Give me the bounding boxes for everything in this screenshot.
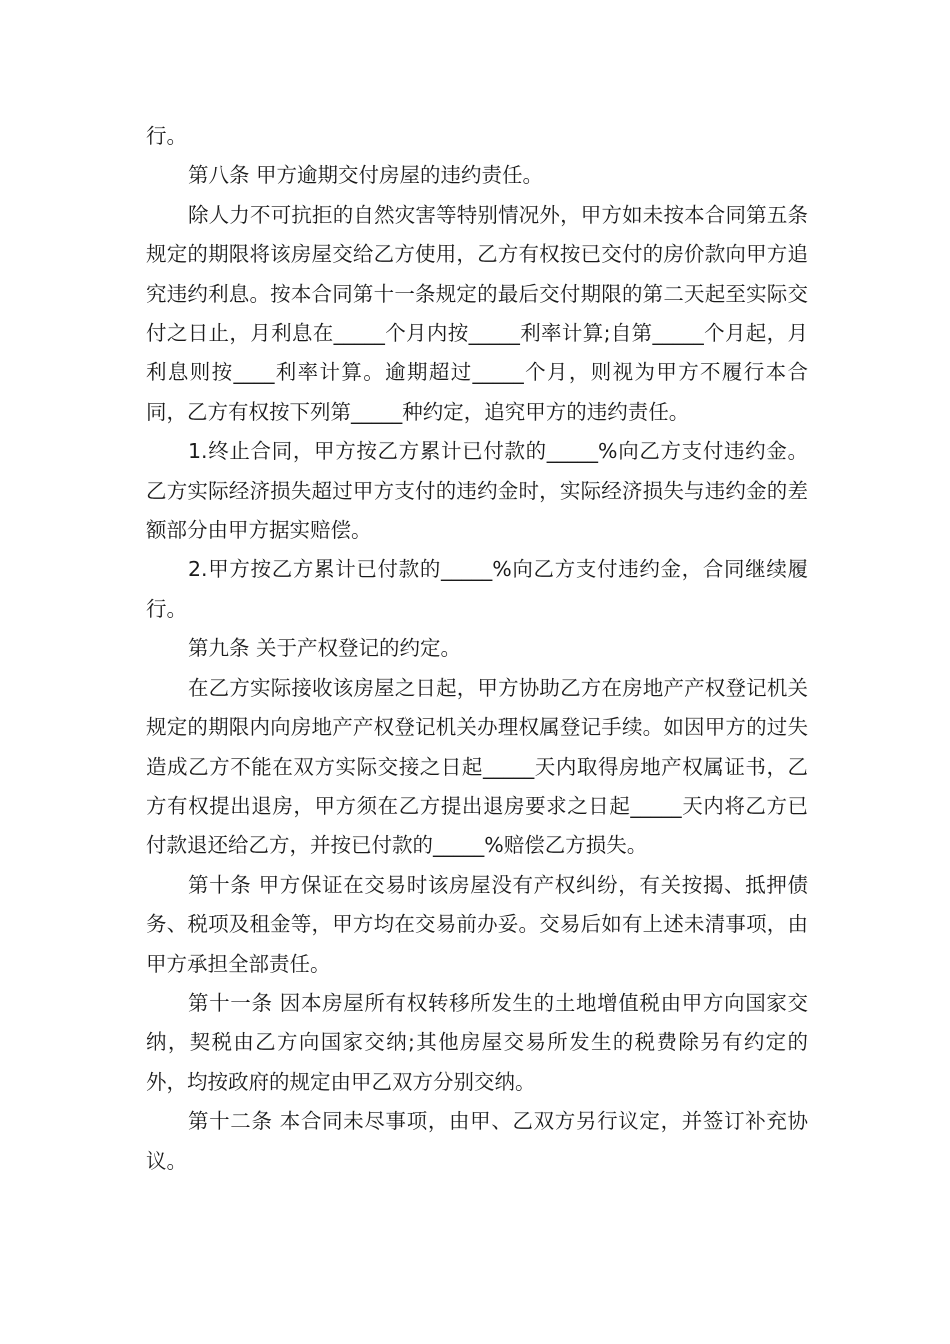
- article-12: 第十二条 本合同未尽事项，由甲、乙双方另行议定，并签订补充协议。: [146, 1109, 808, 1173]
- contract-body: [146, 117, 808, 1181]
- article-11: 第十一条 因本房屋所有权转移所发生的土地增值税由甲方向国家交纳，契税由乙方向国家交纳;其他房屋交易所发生的税费除另有约定的外，均按政府的规定由甲乙双方分别交纳。: [146, 990, 808, 1094]
- article-9-heading: 第九条 关于产权登记的约定。: [188, 636, 462, 661]
- article-8-option-2: 2.甲方按乙方累计已付款的_____%向乙方支付违约金，合同继续履行。: [146, 557, 808, 621]
- article-10: 第十条 甲方保证在交易时该房屋没有产权纠纷，有关按揭、抵押债务、税项及租金等，甲方均在交易前办妥。交易后如有上述未清事项，由甲方承担全部责任。: [146, 872, 808, 976]
- article-8-option-1: 1.终止合同，甲方按乙方累计已付款的_____%向乙方支付违约金。乙方实际经济损失超过甲方支付的违约金时，实际经济损失与违约金的差额部分由甲方据实赔偿。: [146, 439, 808, 543]
- paragraph-continuation: 行。: [146, 124, 187, 148]
- article-8-heading: 第八条 甲方逾期交付房屋的违约责任。: [188, 163, 544, 188]
- article-9-body: 在乙方实际接收该房屋之日起，甲方协助乙方在房地产产权登记机关规定的期限内向房地产产权登记机关办理权属登记手续。如因甲方的过失造成乙方不能在双方实际交接之日起_____天内取得房地产权属证书，乙方有权提出退房，甲方须在乙方提出退房要求之日起_____天内将乙方已付款退还给乙方，并按已付款的_____%赔偿乙方损失。: [146, 675, 808, 858]
- article-8-body: 除人力不可抗拒的自然灾害等特别情况外，甲方如未按本合同第五条规定的期限将该房屋交给乙方使用，乙方有权按已交付的房价款向甲方追究违约利息。按本合同第十一条规定的最后交付期限的第二天起至实际交付之日止，月利息在_____个月内按_____利率计算;自第_____个月起，月利息则按____利率计算。逾期超过_____个月，则视为甲方不履行本合同，乙方有权按下列第_____种约定，追究甲方的违约责任。: [146, 202, 808, 424]
